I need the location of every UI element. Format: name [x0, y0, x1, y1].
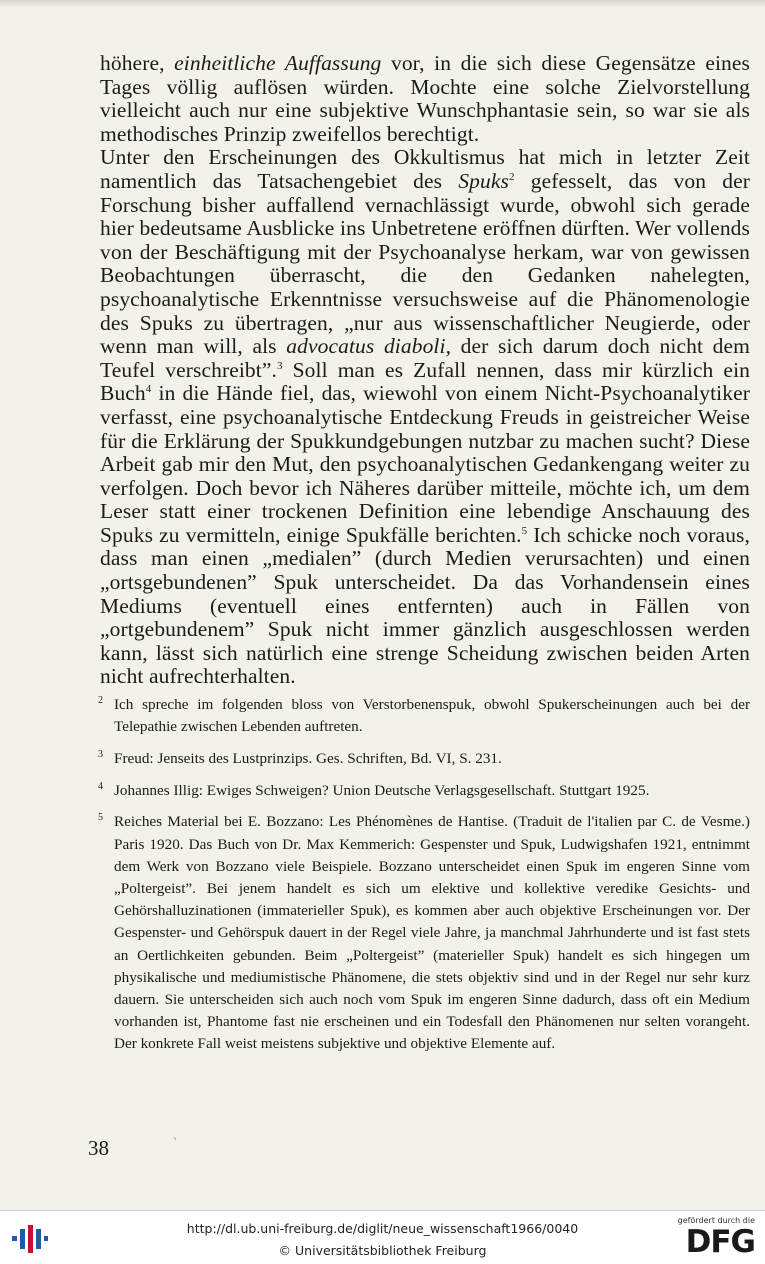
- footnote: [98, 780, 750, 802]
- text-run: Unter den Erscheinungen des Okkultismus hat mich in letzter Zeit namentlich das Tatsachengebiet des: [100, 145, 750, 193]
- body-paragraph: [100, 146, 750, 689]
- footnote-text: Ich spreche im folgenden bloss von Verstorbenenspuk, obwohl Spukerscheinungen auch bei der Telepathie zwischen Lebenden auftreten.: [114, 696, 750, 736]
- text-run: höhere,: [100, 51, 175, 75]
- funding-caption: gefördert durch die: [677, 1216, 755, 1225]
- emphasis-text: Spuks: [458, 168, 509, 193]
- dfg-logo: DFG: [685, 1224, 755, 1260]
- footnote-ref: 5: [521, 524, 528, 537]
- footnote-text: Freud: Jenseits des Lustprinzips. Ges. Schriften, Bd. VI, S. 231.: [114, 749, 502, 767]
- footnote-number: 3: [98, 748, 103, 760]
- footnote-ref: 2: [508, 170, 515, 183]
- footnote: [98, 811, 750, 1055]
- footnotes: [98, 694, 750, 1065]
- text-run: in die Hände fiel, das, wiewohl von einem Nicht-Psychoanalytiker verfasst, eine psychoanalytische Entdeckung Freuds in geistreicher Weise für die Erklärung der Spukkundgebungen nutzbar zu machen sucht? Diese Arbeit gab mir den Mut, den psychoanalytischen Gedankengang weiter zu verfolgen. Doch bevor ich Näheres darüber mitteile, möchte ich, um dem Leser statt einer trockenen Definition eine lebendige Anschauung des Spuks zu vermitteln, einige Spukfälle berichten.: [100, 381, 750, 547]
- footnote-ref: 3: [276, 359, 283, 372]
- dfg-funding-badge: [671, 1216, 755, 1262]
- permalink-url[interactable]: http://dl.ub.uni-freiburg.de/diglit/neue_wissenschaft1966/0040: [186, 1221, 579, 1236]
- footnote-ref: 4: [145, 383, 152, 396]
- viewer-footer: [0, 1210, 765, 1264]
- main-text: [100, 52, 750, 689]
- text-run: vor, in die sich diese Gegensätze eines Tages völlig auflösen würden. Mochte eine solche Zielvorstellung vielleicht auch nur eine subjektive Wunschphantasie sein, so war sie als methodisches Prinzip zweifellos berechtigt.: [100, 51, 751, 146]
- text-run: gefesselt, das von der Forschung bisher auffallend vernachlässigt wurde, obwohl sich gerade hier bedeutsame Ausblicke ins Unbetretene eröffnen dürften. Wer vollends von der Beschäftigung mit der Psychoanalyse herkam, war von gewissen Beobachtungen überrascht, die den Gedanken nahelegten, psychoanalytische Erkenntnisse versuchsweise auf die Phänomenologie des Spuks zu übertragen, „nur aus wissenschaftlicher Neugierde, oder wenn man will, als: [100, 168, 750, 359]
- page-top-edge: [0, 0, 765, 8]
- text-run: Ich schicke noch voraus, dass man einen „medialen” (durch Medien verursachten) und einen „ortsgebundenen” Spuk unterscheidet. Da das Vorhandensein eines Mediums (eventuell eines entfernten) auch in Fällen von „ortgebundenem” Spuk nicht immer gänzlich ausgeschlossen werden kann, lässt sich natürlich eine strenge Scheidung zwischen beiden Arten nicht aufrechterhalten.: [100, 522, 750, 689]
- footnote-text: Johannes Illig: Ewiges Schweigen? Union Deutsche Verlagsgesellschaft. Stuttgart 1925.: [114, 781, 650, 799]
- footnote: [98, 694, 750, 738]
- footnote: [98, 748, 750, 770]
- text-run: Soll man es Zufall nennen, dass mir kürzlich ein Buch: [100, 357, 750, 406]
- text-run: der sich darum doch nicht dem Teufel verschreibt”.: [100, 334, 750, 382]
- copyright-notice: © Universitätsbibliothek Freiburg: [278, 1243, 487, 1258]
- emphasis-text: advocatus diaboli,: [286, 334, 452, 359]
- footnote-text: Reiches Material bei E. Bozzano: Les Phénomènes de Hantise. (Traduit de l'italien par C. de Vesme.) Paris 1920. Das Buch von Dr. Max Kemmerich: Gespenster und Spuk, Ludwigshafen 1921, entnimmt dem Werk von Bozzano viele Beispiele. Bozzano unterscheidet einen Spuk im engeren Sinne vom „Poltergeist”. Bei jenem handelt es sich um elektive und kollektive veredike Gesichts- und Gehörshalluzinationen (immaterieller Spuk), es kommen aber auch objektive Erscheinungen vor. Der Gespenster- und Gehörspuk dauert in der Regel viele Jahre, ja manchmal Jahrhunderte und ist fast stets an Oertlichkeiten gebunden. Beim „Poltergeist” (materieller Spuk) handelt es sich hingegen um physikalische und mediumistische Phänomene, die stets objektiv sind und in der Regel nur sehr kurz dauern. Sie unterscheiden sich auch noch vom Spuk im engeren Sinne dadurch, dass oft ein Medium vorhanden ist, Phantome fast nie erscheinen und ein Todesfall den Phänomenen nur selten vorangeht. Der konkrete Fall weist meistens subjektive und objektive Elemente auf.: [114, 813, 750, 1053]
- footnote-number: 4: [98, 780, 103, 792]
- emphasis-text: einheitliche Auffassung: [174, 51, 382, 75]
- body-paragraph: [100, 52, 750, 146]
- footnote-number: 5: [98, 812, 103, 824]
- page-number: 38: [88, 1136, 109, 1160]
- ink-speck: ˋ: [173, 1138, 178, 1149]
- footnote-number: 2: [98, 695, 103, 706]
